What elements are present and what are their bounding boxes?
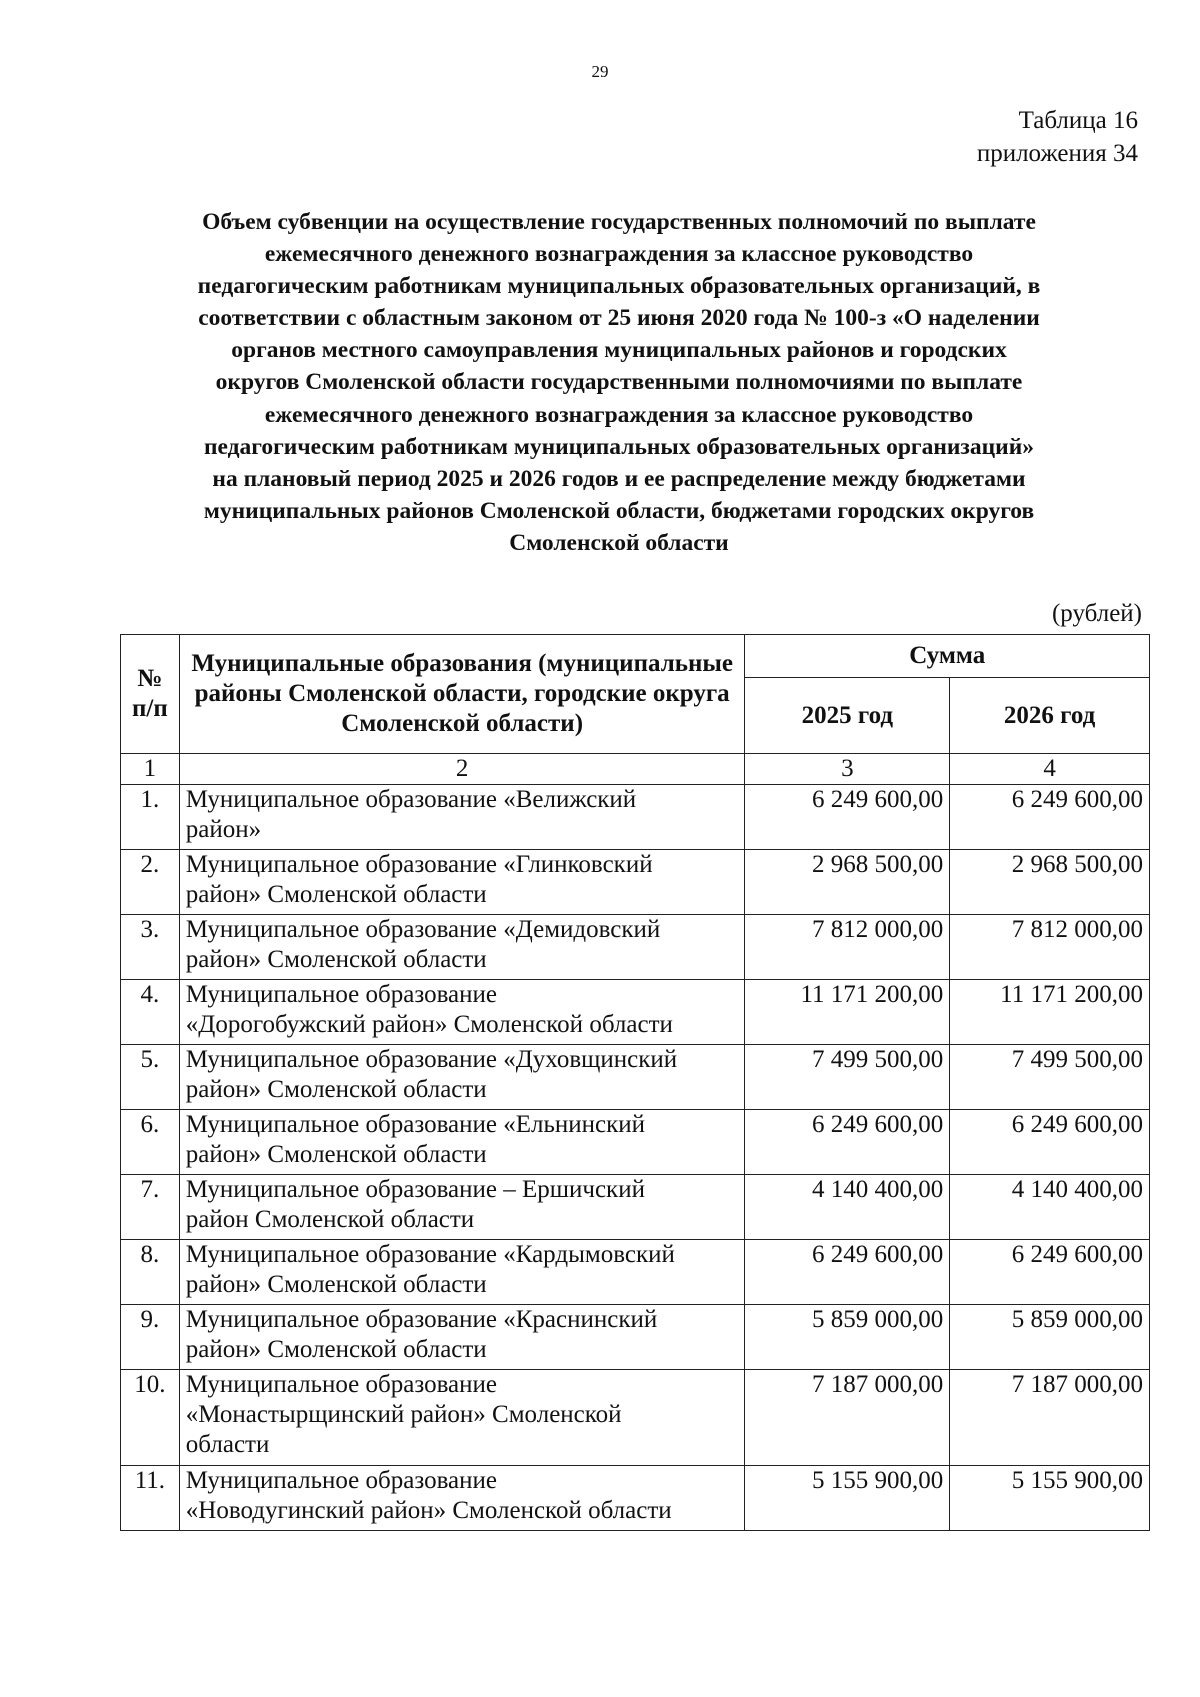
amount-2025: 7 187 000,00 [745, 1370, 950, 1466]
amount-2025: 11 171 200,00 [745, 980, 950, 1045]
document-title-line: на плановый период 2025 и 2026 годов и ее распределение между бюджетами [212, 465, 1026, 492]
table-row [121, 1240, 1150, 1305]
header-number: № п/п [121, 635, 180, 754]
amount-2026: 6 249 600,00 [950, 785, 1150, 850]
amount-2026: 5 155 900,00 [950, 1466, 1150, 1531]
municipality-name: Муниципальное образование «Монастырщинский район» Смоленской области [179, 1370, 745, 1466]
row-number: 2. [121, 850, 180, 915]
header-year-2025: 2025 год [745, 678, 950, 754]
amount-2026: 4 140 400,00 [950, 1175, 1150, 1240]
table-reference-line2: приложения 34 [976, 140, 1138, 167]
municipality-name: Муниципальное образование «Краснинский район» Смоленской области [179, 1305, 745, 1370]
amount-2026: 7 499 500,00 [950, 1045, 1150, 1110]
document-title-line: педагогическим работникам муниципальных образовательных организаций, в [197, 273, 1041, 300]
document-title-line: ежемесячного денежного вознаграждения за классное руководство [264, 401, 974, 428]
table-row [121, 1305, 1150, 1370]
column-index: 1 [121, 754, 180, 785]
document-title-line: ежемесячного денежного вознаграждения за классное руководство [264, 241, 974, 268]
municipality-name: Муниципальное образование «Глинковский район» Смоленской области [179, 850, 745, 915]
column-index: 3 [745, 754, 950, 785]
document-title-line: Объем субвенции на осуществление государственных полномочий по выплате [202, 209, 1036, 235]
municipality-name: Муниципальное образование – Ершичский район Смоленской области [179, 1175, 745, 1240]
amount-2025: 2 968 500,00 [745, 850, 950, 915]
table-row [121, 1466, 1150, 1531]
municipality-name: Муниципальное образование «Велижский район» [179, 785, 745, 850]
amount-2026: 5 859 000,00 [950, 1305, 1150, 1370]
table-row [121, 915, 1150, 980]
header-sum: Сумма [745, 635, 1150, 678]
row-number: 6. [121, 1110, 180, 1175]
header-year-2026: 2026 год [950, 678, 1150, 754]
table-row [121, 785, 1150, 850]
document-title-line: муниципальных районов Смоленской области, бюджетами городских округов [203, 497, 1035, 524]
column-index: 2 [179, 754, 745, 785]
municipality-name: Муниципальное образование «Новодугинский район» Смоленской области [179, 1466, 745, 1531]
row-number: 7. [121, 1175, 180, 1240]
amount-2025: 7 499 500,00 [745, 1045, 950, 1110]
table-row [121, 1110, 1150, 1175]
document-title-line: органов местного самоуправления муниципальных районов и городских [231, 337, 1007, 364]
table-reference [977, 104, 1138, 170]
row-number: 5. [121, 1045, 180, 1110]
amount-2026: 7 812 000,00 [950, 915, 1150, 980]
amount-2025: 5 155 900,00 [745, 1466, 950, 1531]
table-row [121, 1175, 1150, 1240]
amount-2025: 6 249 600,00 [745, 1240, 950, 1305]
amount-2026: 6 249 600,00 [950, 1110, 1150, 1175]
amount-2025: 4 140 400,00 [745, 1175, 950, 1240]
table-row [121, 1045, 1150, 1110]
table-row [121, 980, 1150, 1045]
row-number: 8. [121, 1240, 180, 1305]
column-index-row [121, 754, 1150, 785]
units-label: (рублей) [1051, 600, 1142, 627]
table-row [121, 1370, 1150, 1466]
amount-2025: 6 249 600,00 [745, 785, 950, 850]
header-municipality: Муниципальные образования (муниципальные районы Смоленской области, городские округа Смоленской области) [179, 635, 745, 754]
column-index: 4 [950, 754, 1150, 785]
table-row [121, 850, 1150, 915]
municipality-name: Муниципальное образование «Духовщинский район» Смоленской области [179, 1045, 745, 1110]
amount-2026: 6 249 600,00 [950, 1240, 1150, 1305]
amount-2026: 2 968 500,00 [950, 850, 1150, 915]
row-number: 11. [121, 1466, 180, 1531]
municipality-name: Муниципальное образование «Кардымовский район» Смоленской области [179, 1240, 745, 1305]
amount-2025: 5 859 000,00 [745, 1305, 950, 1370]
row-number: 4. [121, 980, 180, 1045]
allocation-table [120, 634, 1150, 1531]
document-title-line: Смоленской области [509, 529, 729, 556]
amount-2026: 7 187 000,00 [950, 1370, 1150, 1466]
row-number: 3. [121, 915, 180, 980]
document-title-line: педагогическим работникам муниципальных образовательных организаций» [204, 433, 1034, 460]
amount-2026: 11 171 200,00 [950, 980, 1150, 1045]
amount-2025: 6 249 600,00 [745, 1110, 950, 1175]
table-reference-line1: Таблица 16 [1018, 107, 1138, 134]
document-title [108, 206, 1130, 559]
municipality-name: Муниципальное образование «Дорогобужский район» Смоленской области [179, 980, 745, 1045]
document-title-line: соответствии с областным законом от 25 июня 2020 года № 100-з «О наделении [198, 305, 1040, 332]
row-number: 1. [121, 785, 180, 850]
municipality-name: Муниципальное образование «Ельнинский район» Смоленской области [179, 1110, 745, 1175]
row-number: 10. [121, 1370, 180, 1466]
amount-2025: 7 812 000,00 [745, 915, 950, 980]
document-title-line: округов Смоленской области государственными полномочиями по выплате [215, 369, 1023, 396]
page-number: 29 [591, 62, 609, 81]
municipality-name: Муниципальное образование «Демидовский район» Смоленской области [179, 915, 745, 980]
row-number: 9. [121, 1305, 180, 1370]
